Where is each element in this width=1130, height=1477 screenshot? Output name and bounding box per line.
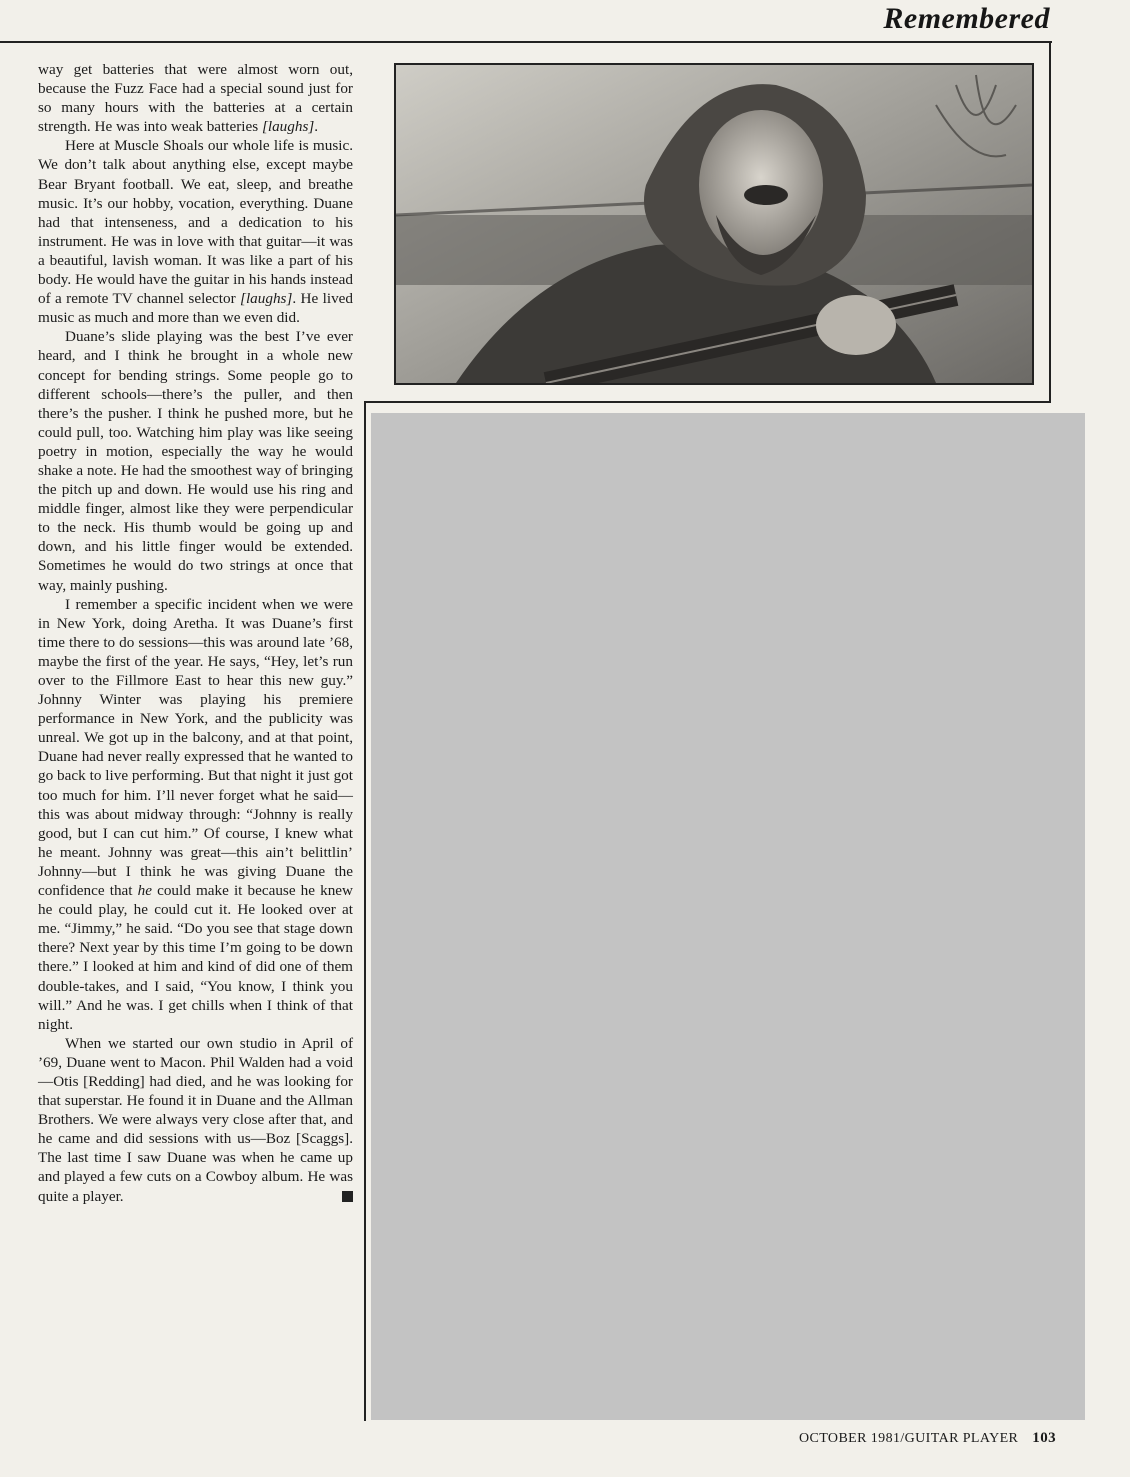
redacted-ad-area bbox=[371, 413, 1085, 1420]
paragraph-1: way get batteries that were almost worn out, because the Fuzz Face had a special sound just for so many hours with the batteries at a certain strength. He was into weak batteries [laughs]. bbox=[38, 61, 353, 136]
section-title: Remembered bbox=[883, 2, 1050, 35]
paragraph-5: When we started our own studio in April of ’69, Duane went to Macon. Phil Walden had a void—Otis [Redding] had died, and he was looking for that superstar. He found it in Duane and the Allman Brothers. We were always very close after that, and he came and did sessions with us—Boz [Scaggs]. The last time I saw Duane was when he came up and played a few cuts on a Cowboy album. He was quite a player. bbox=[38, 1034, 353, 1205]
paragraph-4: I remember a specific incident when we were in New York, doing Aretha. It was Duane’s first time there to do sessions—this was around late ’68, maybe the first of the year. He says, “Hey, let’s run over to the Fillmore East to hear this new guy.” Johnny Winter was playing his premiere performance in New York, and the publicity was unreal. We got up in the balcony, and at that point, Duane had never really expressed that he wanted to go back to live performing. But that night it just got too much for him. I’ll never forget what he said—this was about midway through: “Johnny is really good, but I can cut him.” Of course, I knew what he meant. Johnny was great—this ain’t belittlin’ Johnny—but I think he was giving Duane the confidence that he could make it because he knew he could play, he could cut it. He looked over at me. “Jimmy,” he said. “Do you see that stage down there? Next year by this time I’m going to be down there.” I looked at him and kind of did one of them double-takes, and I said, “You know, I think you will.” And he was. I get chills when I think of that night. bbox=[38, 595, 354, 1033]
frame-rule-vertical bbox=[1049, 41, 1051, 403]
header-rule bbox=[0, 41, 1052, 43]
page-number: 103 bbox=[1032, 1430, 1056, 1446]
frame-rule-horizontal bbox=[364, 401, 1050, 403]
end-mark-icon bbox=[342, 1191, 353, 1202]
article-column bbox=[38, 60, 353, 1206]
paragraph-3: Duane’s slide playing was the best I’ve ever heard, and I think he brought in a whole new concept for bending strings. Some people go to different schools—there’s the puller, and then there’s the pusher. I think he pushed more, but he could pull, too. Watching him play was like seeing poetry in motion, especially the way he would shake a note. He had the smoothest way of bringing the pitch up and down. He would use his ring and middle finger, almost like they were perpendicular to the neck. His thumb would be going up and down, and his little finger would be extended. Sometimes he would do two strings at once that way, mainly pushing. bbox=[38, 328, 353, 594]
frame-rule-left bbox=[364, 401, 366, 1421]
paragraph-2: Here at Muscle Shoals our whole life is music. We don’t talk about anything else, except maybe Bear Bryant football. We eat, sleep, and breathe music. It’s our hobby, vocation, everything. Duane had that intenseness, and a dedication to his instrument. He was in love with that guitar—it was a beautiful, lavish woman. It was like a part of his body. He would have the guitar in his hands instead of a remote TV channel selector [laughs]. He lived music as much and more than we even did. bbox=[38, 137, 354, 327]
photo-duane-playing-guitar bbox=[394, 63, 1034, 385]
page-footer bbox=[799, 1430, 1056, 1447]
issue-label: OCTOBER 1981/GUITAR PLAYER bbox=[798, 1431, 1019, 1446]
